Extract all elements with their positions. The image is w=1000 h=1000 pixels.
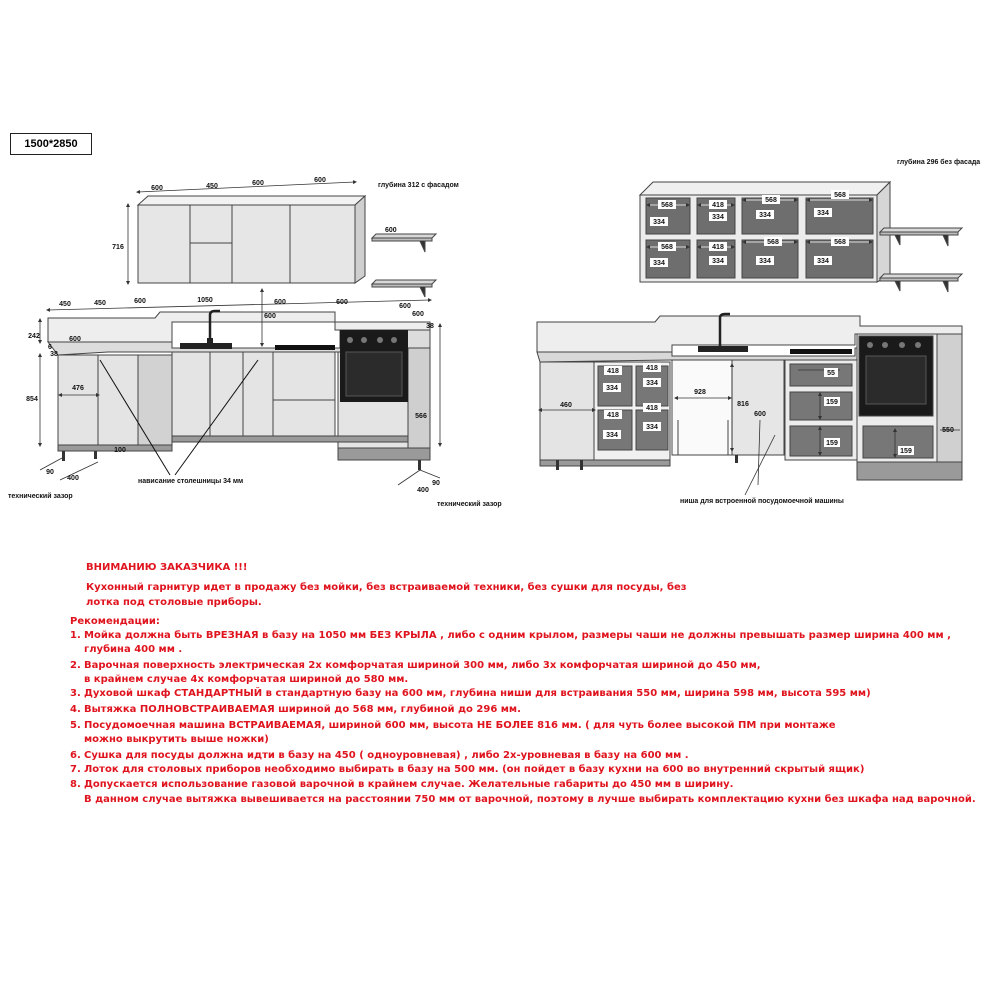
left-depth-460: 460 xyxy=(560,402,572,409)
rec-6-num: 6. xyxy=(70,750,81,761)
left-dim-476: 476 xyxy=(72,385,84,392)
cell-h-6: 334 xyxy=(712,258,724,265)
rec-5-line-1: Посудомоечная машина ВСТРАИВАЕМАЯ, шириной 600 мм, высота НЕ БОЛЕЕ 816 мм. ( для чуть более высокой ПМ при монтаже xyxy=(84,720,836,731)
cell-w-2: 418 xyxy=(712,202,724,209)
hob xyxy=(275,345,335,350)
left-view xyxy=(8,177,502,508)
cell-w-7: 568 xyxy=(767,239,779,246)
bottom-dim-400-left: 400 xyxy=(67,475,79,482)
bottom-dim-90-left: 90 xyxy=(46,469,54,476)
rec-3-num: 3. xyxy=(70,688,81,699)
shelf-width: 600 xyxy=(385,227,397,234)
left-dim-38: 38 xyxy=(50,351,58,358)
left-dim-854: 854 xyxy=(26,396,38,403)
base-width-7: 600 xyxy=(399,303,411,310)
drawer-dim-159-b: 159 xyxy=(826,440,838,447)
cell-h-4: 334 xyxy=(817,210,829,217)
right-dim-566: 566 xyxy=(415,413,427,420)
left-dim-6: 6 xyxy=(48,344,52,351)
oven-unit-right xyxy=(857,334,962,480)
rec-1-line-2: глубина 400 мм . xyxy=(84,644,183,655)
rec-7-num: 7. xyxy=(70,764,81,775)
hob-right xyxy=(790,349,852,354)
tech-gap-right: технический зазор xyxy=(437,501,502,508)
right-view xyxy=(537,158,980,505)
right-dim-600: 600 xyxy=(412,311,424,318)
depth-note-right: глубина 296 без фасада xyxy=(897,159,981,166)
niche-depth: 600 xyxy=(754,411,766,418)
cell-w-6: 418 xyxy=(712,244,724,251)
base-width-2: 450 xyxy=(94,300,106,307)
corner-cell-2: 418 xyxy=(646,365,658,372)
niche-width: 928 xyxy=(694,389,706,396)
dishwasher-niche xyxy=(672,360,784,455)
drawer-unit xyxy=(785,360,857,460)
upper-width-1: 600 xyxy=(151,185,163,192)
upper-cabinets xyxy=(138,196,365,283)
corner-cell-5: 418 xyxy=(607,412,619,419)
rec-4-line-1: Вытяжка ПОЛНОВСТРАИВАЕМАЯ шириной до 568 мм, глубиной до 296 мм. xyxy=(84,704,521,715)
rec-8-line-1: Допускается использование газовой варочной в крайнем случае. Желательные габариты до 450 мм в ширину. xyxy=(84,779,734,790)
rec-7-line-1: Лоток для столовых приборов необходимо выбирать в базу на 500 мм. (он пойдет в базу кухни на 600 во внутренний скрытый ящик) xyxy=(84,764,865,775)
corner-cell-4: 334 xyxy=(646,380,658,387)
base-width-4: 1050 xyxy=(197,297,213,304)
oven-depth: 550 xyxy=(942,427,954,434)
cell-h-5: 334 xyxy=(653,260,665,267)
right-dim-38: 38 xyxy=(426,323,434,330)
overhang-note: нависание столешницы 34 мм xyxy=(138,478,244,485)
corner-cell-8: 334 xyxy=(646,424,658,431)
notes-title: ВНИМАНИЮ ЗАКАЗЧИКА !!! xyxy=(86,562,248,573)
cell-h-2: 334 xyxy=(712,214,724,221)
left-dim-600: 600 xyxy=(69,336,81,343)
recommendations-title: Рекомендации: xyxy=(70,616,160,627)
corner-cell-3: 334 xyxy=(606,385,618,392)
rec-6-line-1: Сушка для посуды должна идти в базу на 450 ( одноуровневая) , либо 2х-уровневая в базу на 600 мм . xyxy=(84,750,689,761)
rec-5-num: 5. xyxy=(70,720,81,731)
upper-width-2: 450 xyxy=(206,183,218,190)
cell-w-3: 568 xyxy=(765,197,777,204)
base-width-3: 600 xyxy=(134,298,146,305)
wall-shelves-right xyxy=(880,228,962,292)
base-width-5: 600 xyxy=(274,299,286,306)
drawer-dim-55: 55 xyxy=(827,370,835,377)
bottom-dim-400-right: 400 xyxy=(417,487,429,494)
tech-gap-left: технический зазор xyxy=(8,493,73,500)
rec-8-line-2: В данном случае вытяжка вывешивается на расстоянии 750 мм от варочной, поэтому в лучше выбирать комплектацию кухни без шкафа над варочной. xyxy=(84,794,976,805)
rec-2-num: 2. xyxy=(70,660,81,671)
corner-cell-6: 418 xyxy=(646,405,658,412)
corner-cell-7: 334 xyxy=(606,432,618,439)
rec-1-num: 1. xyxy=(70,630,81,641)
cell-w-8: 568 xyxy=(834,239,846,246)
cell-w-1: 568 xyxy=(661,202,673,209)
rec-8-num: 8. xyxy=(70,779,81,790)
bottom-dim-100: 100 xyxy=(114,447,126,454)
rec-3-line-1: Духовой шкаф СТАНДАРТНЫЙ в стандартную базу на 600 мм, глубина ниши для встраивания 550 мм, ширина 598 мм, высота 595 мм) xyxy=(84,688,871,699)
upper-width-3: 600 xyxy=(252,180,264,187)
niche-note: ниша для встроенной посудомоечной машины xyxy=(680,498,844,505)
oven-bottom-dim: 159 xyxy=(900,448,912,455)
intro-line-2: лотка под столовые приборы. xyxy=(86,597,262,608)
center-dim-600: 600 xyxy=(264,313,276,320)
upper-height: 716 xyxy=(112,244,124,251)
drawer-dim-159-a: 159 xyxy=(826,399,838,406)
size-label: 1500*2850 xyxy=(10,133,92,155)
base-width-1: 450 xyxy=(59,301,71,308)
base-width-6: 600 xyxy=(336,299,348,306)
cell-w-4: 568 xyxy=(834,192,846,199)
oven-left xyxy=(340,330,408,402)
cell-h-1: 334 xyxy=(653,219,665,226)
upper-depth-note: глубина 312 с фасадом xyxy=(378,182,459,189)
cell-h-8: 334 xyxy=(817,258,829,265)
corner-cell-1: 418 xyxy=(607,368,619,375)
cell-w-5: 568 xyxy=(661,244,673,251)
rec-5-line-2: можно выкрутить выше ножки) xyxy=(84,734,269,745)
rec-4-num: 4. xyxy=(70,704,81,715)
intro-line-1: Кухонный гарнитур идет в продажу без мойки, без встраиваемой техники, без сушки для посуды, без xyxy=(86,582,687,593)
upper-width-4: 600 xyxy=(314,177,326,184)
rec-2-line-2: в крайнем случае 4х комфорчатая шириной до 580 мм. xyxy=(84,674,409,685)
cell-h-7: 334 xyxy=(759,258,771,265)
cell-h-3: 334 xyxy=(759,212,771,219)
wall-shelves xyxy=(372,234,436,297)
rec-1-line-1: Мойка должна быть ВРЕЗНАЯ в базу на 1050 мм БЕЗ КРЫЛА , либо с одним крылом, размеры чаши не должны превышать размер ширина 400 мм , xyxy=(84,630,951,641)
niche-height: 816 xyxy=(737,401,749,408)
rec-2-line-1: Варочная поверхность электрическая 2х комфорчатая шириной 300 мм, либо 3х комфорчатая шириной до 450 мм, xyxy=(84,660,761,671)
left-dim-242: 242 xyxy=(28,333,40,340)
bottom-dim-90-right: 90 xyxy=(432,480,440,487)
